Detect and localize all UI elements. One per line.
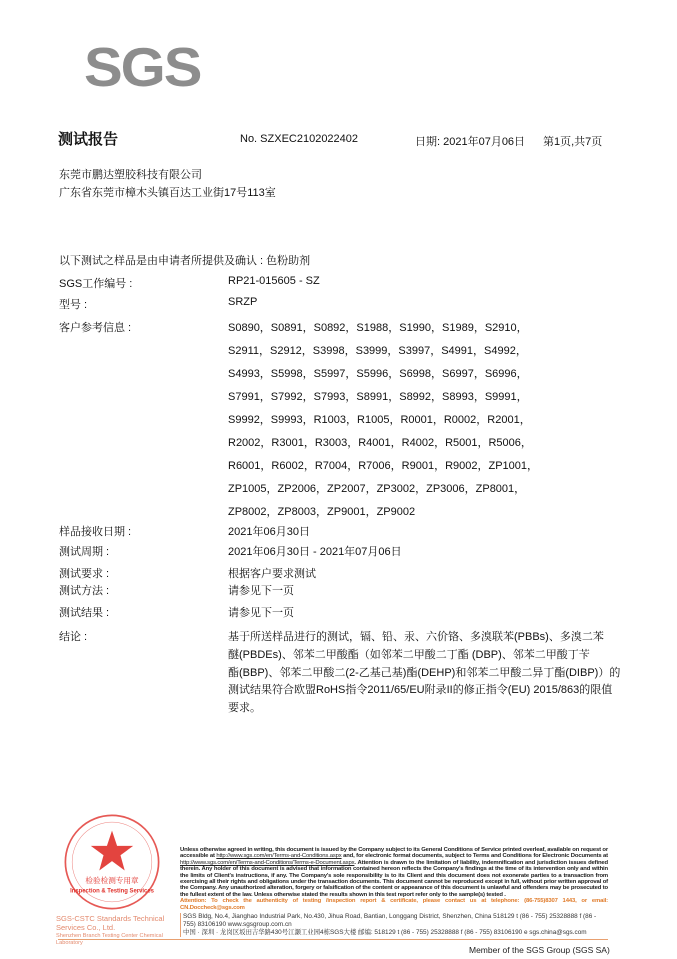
disclaimer-text: . Attention is drawn to the limitation of liability, indemnification and jurisdiction issues defined therein. Any holder of this document is advised that information contained hereon reflects the Company's findings at the time of its intervention only and within the limits of Client's instructions, if any. The Company's sole responsibility is to its Client and this document does not exonerate parties to a transaction from exercising all their rights and obligations under the transaction documents. This document cannot be reproduced except in full, without prior written approval of the Company. Any unauthorized alteration, forgery or falsification of the content or appearance of this document is unlawful and offenders may be prosecuted to the fullest extent of the law. Unless otherwise stated the results shown in this test report refer only to the sample(s) tested . xyxy=(180,859,608,898)
received-date: 2021年06月30日 xyxy=(228,526,310,538)
model: SRZP xyxy=(228,296,258,308)
ref-line: S7991，S7992，S7993，S8991，S8992，S8993，S9991， xyxy=(228,391,528,403)
received-label: 样品接收日期 : xyxy=(59,526,132,538)
stamp-text-cn: 检验检测专用章 xyxy=(85,876,139,886)
job-no-label: SGS工作编号 : xyxy=(59,278,133,290)
e-terms-link[interactable]: http://www.sgs.com/en/Terms-and-Conditions/Terms-e-Document.aspx xyxy=(180,859,355,866)
ref-line: ZP1005，ZP2006，ZP2007，ZP3002，ZP3006，ZP8001， xyxy=(228,483,526,495)
client-name: 东莞市鹏达塑胶科技有限公司 xyxy=(59,169,202,181)
client-address: 广东省东莞市樟木头镇百达工业街17号113室 xyxy=(59,187,276,199)
job-no: RP21-015605 - SZ xyxy=(228,275,320,287)
sgs-logo: SGS xyxy=(84,36,201,99)
ref-line: R6001，R6002，R7004，R7006，R9001，R9002，ZP1001， xyxy=(228,460,539,472)
ref-line: ZP8002，ZP8003，ZP9001，ZP9002 xyxy=(228,506,416,518)
ref-label: 客户参考信息 : xyxy=(59,322,132,334)
address-en: SGS Bldg, No.4, Jianghao Industrial Park, No.430, Jihua Road, Bantian, Longgang District, Shenzhen, China 518129 t (86 - 755) 25328888 f (86 - 755) 83106190 www.sgsgroup.com.cn xyxy=(183,913,597,928)
conclusion-line: 要求。 xyxy=(228,702,261,715)
page-number: 第1页,共7页 xyxy=(543,136,603,148)
report-date: 日期: 2021年07月06日 xyxy=(415,136,526,148)
disclaimer xyxy=(180,847,608,911)
conclusion-line: 酯(BBP)、邻苯二甲酸二(2-乙基己基)酯(DEHP)和邻苯二甲酸二异丁酯(DIBP)）的 xyxy=(228,666,621,679)
disclaimer-text: and, for electronic format documents, subject to Terms and Conditions for Electronic Documents at xyxy=(341,853,608,860)
footer-block xyxy=(180,847,608,937)
official-stamp xyxy=(62,812,162,912)
method: 请参见下一页 xyxy=(228,585,294,597)
report-number: No. SZXEC2102022402 xyxy=(240,133,359,145)
result: 请参见下一页 xyxy=(228,607,294,619)
requirement: 根据客户要求测试 xyxy=(228,568,316,580)
result-label: 测试结果 : xyxy=(59,607,110,619)
model-label: 型号 : xyxy=(59,299,88,311)
ref-line: S4993，S5998，S5997，S5996，S6998，S6997，S6996， xyxy=(228,368,528,380)
conclusion-label: 结论 : xyxy=(59,631,88,643)
authenticity-notice: Attention: To check the authenticity of testing /inspection report & certificate, please contact us at telephone: (86-755)8307 1443, or email: CN.Doccheck@sgs.com xyxy=(180,898,608,911)
ref-line: S0890，S0891，S0892，S1988，S1990，S1989，S2910， xyxy=(228,322,528,334)
test-period: 2021年06月30日 - 2021年07月06日 xyxy=(228,546,402,558)
ref-line: S2911，S2912，S3998，S3999，S3997，S4991，S4992， xyxy=(228,345,527,357)
page-title: 测试报告 xyxy=(58,131,119,148)
footer-rule xyxy=(58,939,608,940)
requirement-label: 测试要求 : xyxy=(59,568,110,580)
terms-link[interactable]: http://www.sgs.com/en/Terms-and-Conditions.aspx xyxy=(216,853,342,860)
address-box xyxy=(180,913,608,937)
address-lines xyxy=(183,913,608,937)
ref-line: S9992，S9993，R1003，R1005，R0001，R0002，R2001， xyxy=(228,414,531,426)
lab-branch: Shenzhen Branch Testing Center Chemical Laboratory xyxy=(56,933,163,946)
disclaimer-text: Unless otherwise agreed in writing, this document is issued by the Company subject to its General Conditions of Service printed overleaf, available on request or accessible at xyxy=(180,846,608,860)
member-text: Member of the SGS Group (SGS SA) xyxy=(469,945,610,955)
divider xyxy=(180,913,181,937)
method-label: 测试方法 : xyxy=(59,585,110,597)
conclusion-line: 基于所送样品进行的测试，镉、铅、汞、六价铬、多溴联苯(PBBs)、多溴二苯 xyxy=(228,631,604,643)
ref-line: R2002，R3001，R3003，R4001，R4002，R5001，R5006， xyxy=(228,437,532,449)
period-label: 测试周期 : xyxy=(59,546,110,558)
conclusion-line: 醚(PBDEs)、邻苯二甲酸酯（如邻苯二甲酸二丁酯 (DBP)、邻苯二甲酸丁苄 xyxy=(228,648,590,661)
intro-text: 以下测试之样品是由申请者所提供及确认 : 色粉助剂 xyxy=(59,255,311,267)
lab-name: SGS-CSTC Standards Technical Services Co., Ltd. xyxy=(56,914,165,932)
stamp-text-en: Inspection & Testing Services xyxy=(70,888,154,895)
conclusion-line: 测试结果符合欧盟RoHS指令2011/65/EU附录II的修正指令(EU) 2015/863的限值 xyxy=(228,684,613,697)
address-cn: 中国 · 深圳 · 龙岗区坂田吉华路430号江灏工业园4栋SGS大楼 邮编: 518129 t (86 - 755) 25328888 f (86 - 755) 83106190 e sgs.china@sgs.com xyxy=(183,929,587,936)
